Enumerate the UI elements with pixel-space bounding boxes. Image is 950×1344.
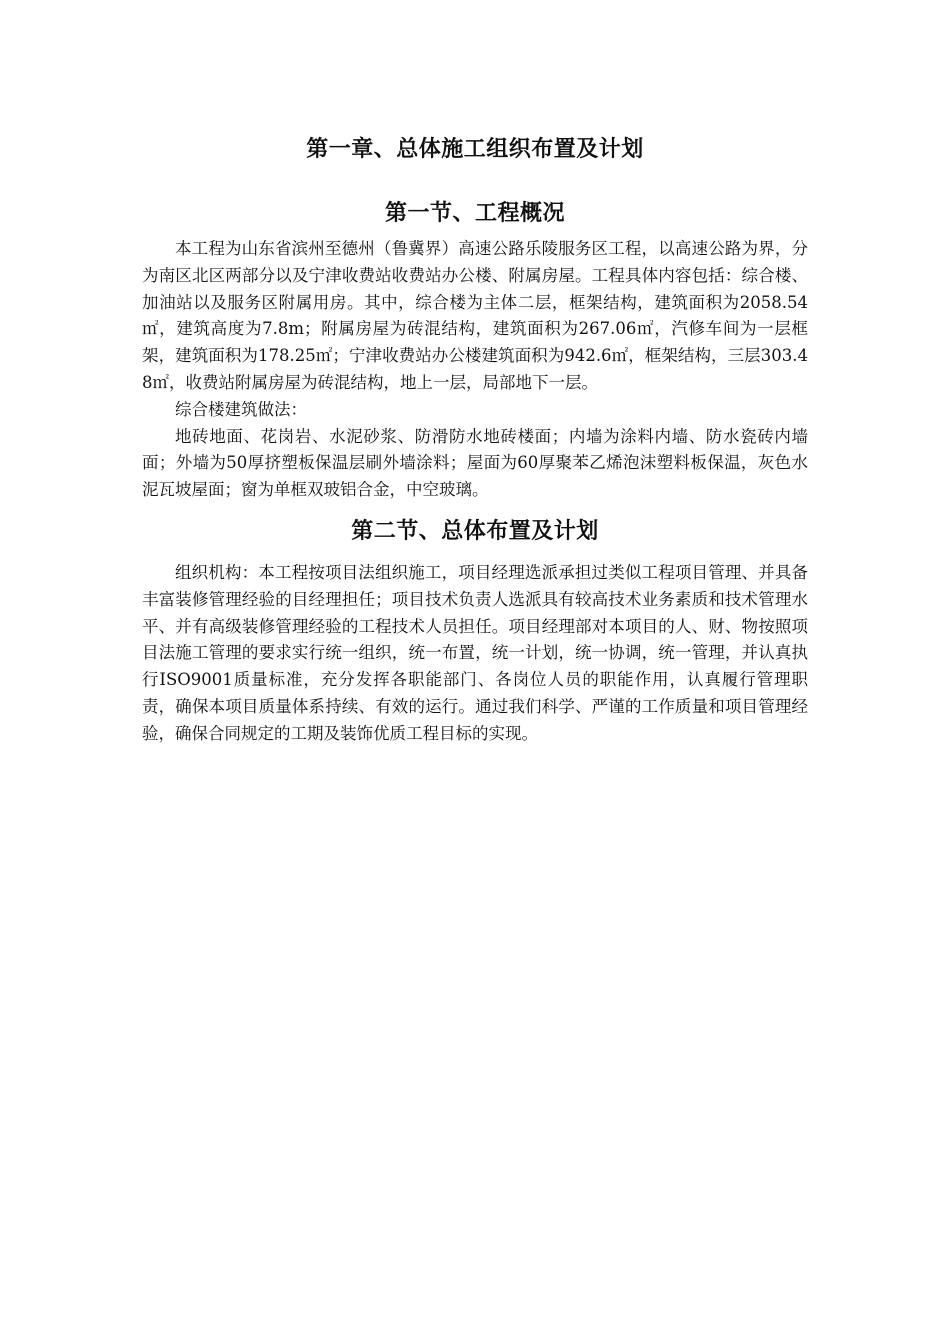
section-1-title: 第一节、工程概况 xyxy=(384,201,565,226)
section-1-paragraph-method-heading: 综合楼建筑做法： xyxy=(175,399,307,419)
section-2-paragraph-organization: 组织机构：本工程按项目法组织施工，项目经理选派承担过类似工程项目管理、并具备丰富装修管理经验的目经理担任；项目技术负责人选派具有较高技术业务素质和技术管理水平、并有高级装修管理经验的工程技术人员担任。项目经理部对本项目的人、财、物按照项目法施工管理的要求实行统一组织，统一布置，统一计划，统一协调，统一管理，并认真执行ISO9001质量标准，充分发挥各职能部门、各岗位人员的职能作用，认真履行管理职责，确保本项目质量体系持续、有效的运行。通过我们科学、严谨的工作质量和项目管理经验，确保合同规定的工期及装饰优质工程目标的实现。 xyxy=(142,562,808,743)
section-1-paragraph-method-details: 地砖地面、花岗岩、水泥砂浆、防滑防水地砖楼面；内墙为涂料内墙、防水瓷砖内墙面；外墙为50厚挤塑板保温层刷外墙涂料；屋面为60厚聚苯乙烯泡沫塑料板保温，灰色水泥瓦坡屋面；窗为单框双玻铝合金，中空玻璃。 xyxy=(142,426,808,500)
chapter-title: 第一章、总体施工组织布置及计划 xyxy=(306,137,644,162)
document-body xyxy=(142,130,808,748)
section-1-paragraph-overview: 本工程为山东省滨州至德州（鲁冀界）高速公路乐陵服务区工程，以高速公路为界，分为南区北区两部分以及宁津收费站收费站办公楼、附属房屋。工程具体内容包括：综合楼、加油站以及服务区附属用房。其中，综合楼为主体二层，框架结构，建筑面积为2058.54㎡，建筑高度为7.8m；附属房屋为砖混结构，建筑面积为267.06㎡，汽修车间为一层框架，建筑面积为178.25㎡；宁津收费站办公楼建筑面积为942.6㎡，框架结构，三层303.48㎡，收费站附属房屋为砖混结构，地上一层，局部地下一层。 xyxy=(142,239,808,392)
section-2-title: 第二节、总体布置及计划 xyxy=(351,518,599,544)
